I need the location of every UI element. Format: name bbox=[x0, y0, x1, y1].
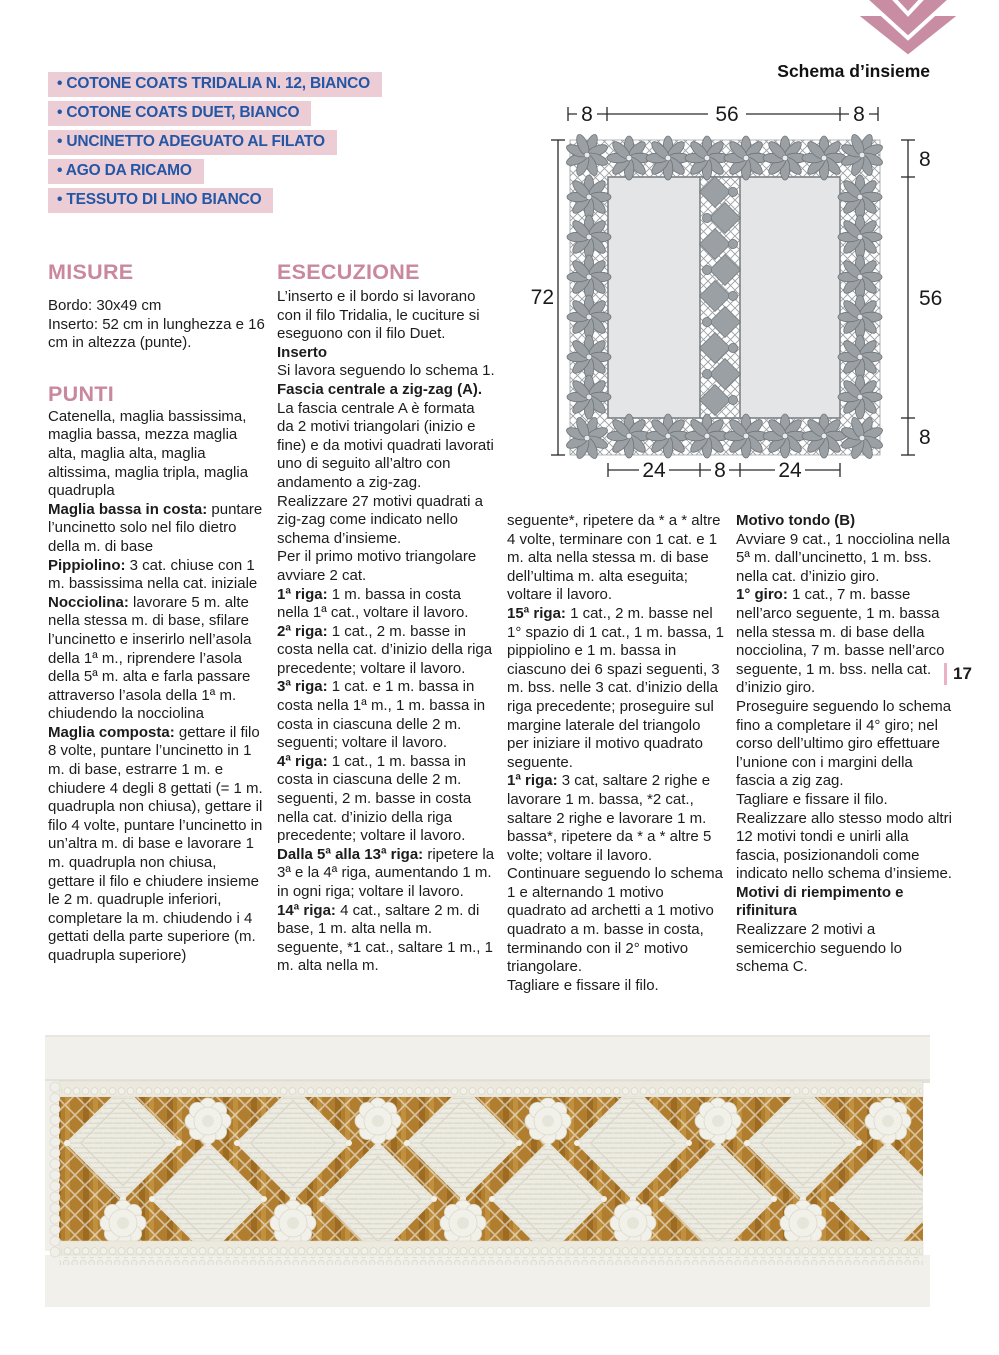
paragraph: La fascia centrale A è formata da 2 motivi triangolari (inizio e fine) e da motivi quadrati lavorati uno di seguito all’altro con andamento a zig-zag. bbox=[277, 399, 494, 491]
paragraph: Proseguire seguendo lo schema fino a completare il 4° giro; nel corso dell’ultimo giro effettuare l’unione con i margini della fascia a zig zag. bbox=[736, 697, 952, 790]
section-heading-esecuzione: ESECUZIONE bbox=[277, 260, 420, 284]
paragraph: Si lavora seguendo lo schema 1. bbox=[277, 362, 495, 380]
paragraph: Motivo tondo (B) bbox=[736, 512, 856, 529]
materials-list bbox=[48, 72, 382, 217]
paragraph: Maglia composta: gettare il filo 8 volte, puntare l’uncinetto in 1 m. di base, estrarre 1 m. e chiudere 4 degli 8 gettati (= 1 m. quadrupla non chiusa), gettare il filo 4 volte, puntare l’uncinetto in un’altra m. di base e lavorare 1 m. quadrupla non chiusa, gettare il filo e chiudere insieme le 2 m. quadruple inferiori, completare la m. chiudendo i 4 gettati della parte superiore (m. quadrupla superiore) bbox=[48, 723, 263, 964]
paragraph: Motivi di riempimento e rifinitura bbox=[736, 883, 904, 920]
paragraph: 14ª riga: 4 cat., saltare 2 m. di base, 1 m. alta nella m. seguente, *1 cat., saltare 1 m., 1 m. alta nella m. bbox=[277, 901, 493, 975]
svg-text:56: 56 bbox=[919, 287, 943, 310]
paragraph: Realizzare allo stesso modo altri 12 motivi tondi e unirli alla fascia, posizionandoli come indicato nello schema d’insieme. bbox=[736, 809, 952, 883]
assembly-diagram bbox=[528, 92, 993, 492]
paragraph: 4ª riga: 1 cat., 1 m. bassa in costa in ciascuna delle 2 m. seguenti, 2 m. basse in costa nella cat. d’inizio della riga precedente; voltare il lavoro. bbox=[277, 752, 472, 845]
paragraph: L’inserto e il bordo si lavorano con il filo Tridalia, le cuciture si eseguono con il filo Duet. bbox=[277, 288, 480, 343]
paragraph: Per il primo motivo triangolare avviare 2 cat. bbox=[277, 548, 477, 584]
esecuzione-text bbox=[277, 288, 495, 976]
page-number-accent-bar bbox=[944, 663, 947, 685]
paragraph: Catenella, maglia bassissima, maglia bassa, mezza maglia alta, maglia alta, maglia altissima, maglia tripla, maglia quadrupla bbox=[48, 407, 249, 500]
paragraph: Realizzare 27 motivi quadrati a zig-zag come indicato nello schema d’insieme. bbox=[277, 492, 483, 547]
paragraph: 1ª riga: 1 m. bassa in costa nella 1ª cat., voltare il lavoro. bbox=[277, 585, 469, 622]
svg-text:8: 8 bbox=[581, 103, 593, 126]
svg-text:24: 24 bbox=[778, 459, 802, 482]
svg-text:56: 56 bbox=[715, 103, 739, 126]
scalloped-left-edge bbox=[45, 1081, 60, 1257]
column-esecuzione bbox=[277, 261, 495, 976]
column-continuation-2 bbox=[736, 512, 952, 977]
paragraph: Avviare 9 cat., 1 nocciolina nella 5ª m. dall’uncinetto, 1 m. bss. nella cat. d’inizio giro. bbox=[736, 530, 951, 585]
paragraph: Tagliare e fissare il filo. bbox=[507, 976, 659, 994]
paragraph: Inserto: 52 cm in lunghezza e 16 cm in altezza (punte). bbox=[48, 315, 265, 352]
chevron-arrows-icon bbox=[854, 0, 962, 57]
misure-text bbox=[48, 297, 266, 353]
svg-text:72: 72 bbox=[530, 286, 554, 309]
punti-text bbox=[48, 408, 266, 966]
paragraph: 3ª riga: 1 cat. e 1 m. bassa in costa nella 1ª m., 1 m. bassa in costa in ciascuna delle 2 m. seguenti; voltare il lavoro. bbox=[277, 678, 486, 752]
svg-text:8: 8 bbox=[853, 103, 865, 126]
svg-text:24: 24 bbox=[642, 459, 666, 482]
svg-text:8: 8 bbox=[919, 426, 931, 449]
picot-edge-bottom bbox=[59, 1257, 923, 1265]
paragraph: Pippiolino: 3 cat. chiuse con 1 m. bassissima nella cat. iniziale bbox=[48, 556, 258, 593]
paragraph: Continuare seguendo lo schema 1 e alternando 1 motivo quadrato ad archetti a 1 motivo quadrato a m. basse in costa, terminando con il 2° motivo triangolare. bbox=[507, 865, 723, 976]
section-heading-misure: MISURE bbox=[48, 260, 134, 284]
paragraph: 1° giro: 1 cat., 7 m. basse nell’arco seguente, 1 m. bassa nella stessa m. di base della nocciolina, 7 m. basse nell’arco seguente, 1 m. bss. nella cat. d’inizio giro. bbox=[736, 586, 945, 697]
paragraph: Dalla 5ª alla 13ª riga: ripetere la 3ª e la 4ª riga, aumentando 1 m. in ogni riga; voltare il lavoro. bbox=[277, 845, 495, 900]
paragraph: seguente*, ripetere da * a * altre 4 volte, terminare con 1 cat. e 1 m. alta nella stessa m. di base dell’ultima m. alta eseguita; voltare il lavoro. bbox=[507, 512, 721, 604]
column-continuation-1 bbox=[507, 512, 725, 995]
paragraph: Realizzare 2 motivi a semicerchio seguendo lo schema C. bbox=[736, 921, 902, 976]
svg-text:8: 8 bbox=[714, 459, 726, 482]
diagram-title: Schema d’insieme bbox=[777, 61, 930, 81]
paragraph: Tagliare e fissare il filo. bbox=[736, 790, 888, 808]
linen-fabric-top bbox=[45, 1035, 930, 1083]
paragraph: Bordo: 30x49 cm bbox=[48, 297, 162, 314]
paragraph: Inserto bbox=[277, 343, 328, 361]
paragraph: Maglia bassa in costa: puntare l’uncinetto solo nel filo dietro della m. di base bbox=[48, 500, 263, 555]
section-heading-punti: PUNTI bbox=[48, 381, 114, 406]
svg-text:8: 8 bbox=[919, 148, 931, 171]
paragraph: 1ª riga: 3 cat, saltare 2 righe e lavorare 1 m. bassa, *2 cat., saltare 2 righe e lavorare 1 m. bassa*, ripetere da * a * altre 5 volte; voltare il lavoro. bbox=[507, 772, 712, 864]
material-item: • TESSUTO DI LINO BIANCO bbox=[48, 188, 273, 213]
material-item: • UNCINETTO ADEGUATO AL FILATO bbox=[48, 130, 337, 155]
material-item: • COTONE COATS DUET, BIANCO bbox=[48, 101, 311, 126]
page-number: 17 bbox=[944, 663, 972, 685]
paragraph: Nocciolina: lavorare 5 m. alte nella stessa m. di base, sfilare l’uncinetto e inserirlo nell’asola della 1ª m., riprendere l’asola della 5ª m. alta e farla passare attraverso l’asola della 1ª m. chiudendo la nocciolina bbox=[48, 593, 252, 723]
paragraph: 2ª riga: 1 cat., 2 m. basse in costa nella cat. d’inizio della riga precedente; voltare il lavoro. bbox=[277, 622, 493, 677]
paragraph: 15ª riga: 1 cat., 2 m. basse nel 1° spazio di 1 cat., 1 m. bassa, 1 pippiolino e 1 m. bassa in ciascuno dei 6 spazi seguenti, 3 m. bss. nelle 3 cat. d’inizio della riga precedente; proseguire sul margine laterale del triangolo per iniziare il motivo quadrato seguente. bbox=[507, 604, 724, 771]
material-item: • AGO DA RICAMO bbox=[48, 159, 204, 184]
paragraph: Fascia centrale a zig-zag (A). bbox=[277, 380, 483, 398]
material-item: • COTONE COATS TRIDALIA N. 12, BIANCO bbox=[48, 72, 382, 97]
lace-photo bbox=[45, 1035, 930, 1307]
corner-chevrons-decoration bbox=[852, 0, 964, 58]
column-misure-punti bbox=[48, 261, 266, 966]
